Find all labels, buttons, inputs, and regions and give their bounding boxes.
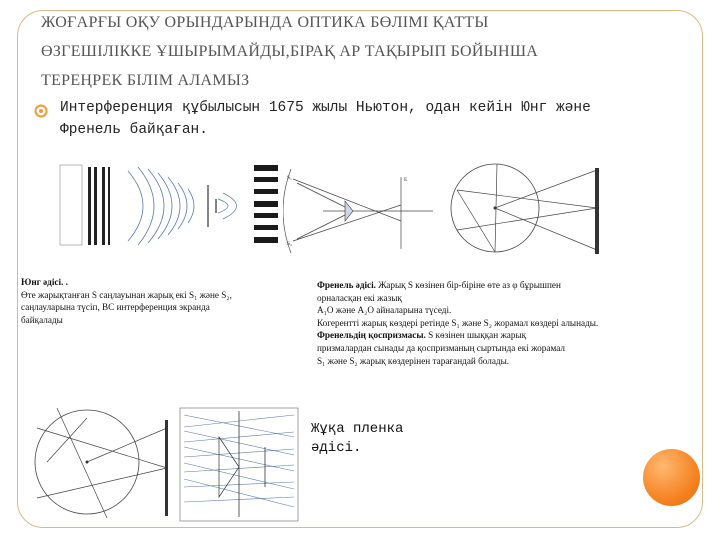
fresnel-circle-figure (437, 160, 612, 260)
fresnel-line-1: Жарық S көзінен бір-біріне өте аз φ бұрышпен (375, 280, 561, 290)
biprism-line-2: призмалардан сынады да қоспризманың сыртында екі жорамал (317, 342, 565, 353)
bullet-line-1: Интерференция құбылысын 1675 жылы Ньютон, одан кейін Юнг және (60, 100, 591, 116)
young-heading: Юнг әдісі. . (21, 277, 68, 287)
bullet-text (60, 97, 700, 141)
biprism-figure (179, 407, 299, 522)
slide-title (41, 8, 681, 95)
young-line-2: саңлауларына түсіп, BC интерференция экранда (21, 302, 210, 313)
decorative-circle (643, 449, 700, 506)
svg-text:S₂: S₂ (287, 241, 292, 247)
biprism-line-3: S₁ және S₂ жарық көздерінен тарағандай болады. (317, 355, 510, 366)
young-line-1: Өте жарықтанған S саңлауынан жарық екі S₁ және S₂, (21, 289, 232, 300)
svg-text:S₁: S₁ (287, 175, 292, 181)
fresnel-caption (317, 279, 707, 367)
biprism-heading: Френельдің қоспризмасы. (317, 330, 426, 341)
thin-film-label (311, 420, 511, 458)
film-line-2: әдісі. (311, 440, 362, 456)
fresnel-mirrors-figure (283, 165, 438, 257)
bullet-line-2: Френель байқаған. (60, 122, 208, 138)
title-line-2: ӨЗГЕШІЛІККЕ ҰШЫРЫМАЙДЫ,БІРАҚ АР ТАҚЫРЫП БОЙЫНША (41, 43, 539, 60)
title-line-3: ТЕРЕҢРЕК БІЛІМ АЛАМЫЗ (41, 72, 250, 89)
fresnel-heading: Френель әдісі. (317, 280, 376, 290)
film-line-1: Жұқа пленка (311, 421, 404, 437)
fresnel-line-4: Когерентті жарық көздері ретінде S₁ және S₂ жорамал көздері алынады. (317, 317, 599, 328)
biprism-line-1: S көзінен шыққан жарық (425, 330, 527, 341)
young-line-3: байқалады (21, 314, 63, 325)
young-interference-figure (58, 163, 280, 249)
fresnel-line-3: A₁O және A₂O айналарына түседі. (317, 305, 452, 316)
circle-diagram-figure (27, 398, 177, 523)
young-caption (21, 276, 311, 326)
svg-text:E: E (404, 177, 408, 183)
fresnel-line-2: орналасқан екі жазық (317, 292, 402, 303)
bullet-icon (33, 103, 49, 119)
title-line-1: ЖОҒАРҒЫ ОҚУ ОРЫНДАРЫНДА ОПТИКА БӨЛІМІ ҚАТТЫ (41, 14, 489, 31)
